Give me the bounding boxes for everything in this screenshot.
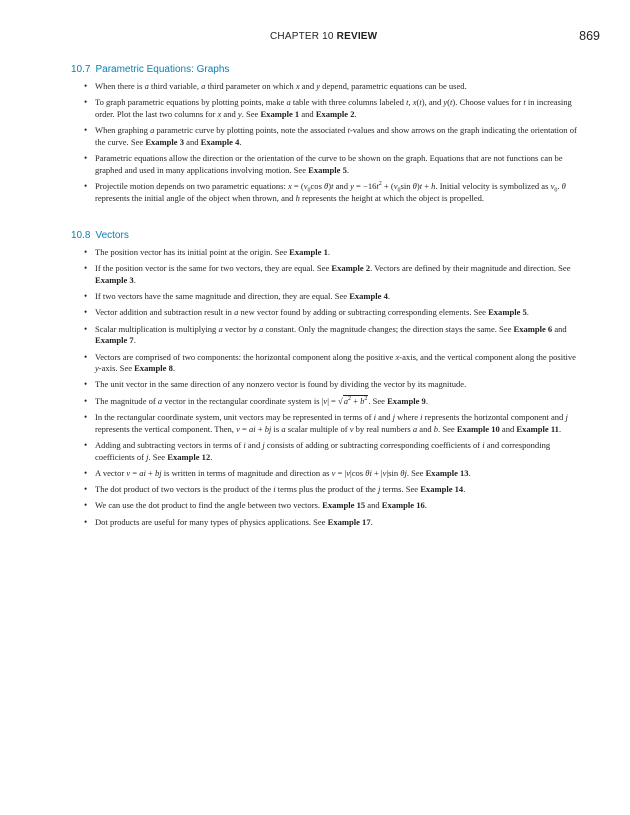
section-title: Parametric Equations: Graphs (95, 64, 230, 75)
bullet-item: • Vector addition and subtraction result in a new vector found by adding or subtracting corresponding elements. See Example 5. (71, 307, 581, 319)
section-10-8 (71, 229, 581, 533)
bullet-item: • When there is a third variable, a third parameter on which x and y depend, parametric equations can be used. (71, 81, 581, 93)
section-title: Vectors (95, 230, 129, 241)
page-header (0, 29, 630, 47)
page-number: 869 (579, 29, 600, 43)
bullet-item: • If two vectors have the same magnitude and direction, they are equal. See Example 4. (71, 291, 581, 303)
bullet-item: • If the position vector is the same for two vectors, they are equal. See Example 2. Vectors are defined by their magnitude and direction. See Example 3. (71, 263, 581, 286)
bullet-item: • The dot product of two vectors is the product of the i terms plus the product of the j terms. See Example 14. (71, 484, 581, 496)
bullet-item: • The unit vector in the same direction of any nonzero vector is found by dividing the vector by its magnitude. (71, 379, 581, 391)
section-10-7 (71, 63, 581, 209)
bullet-list (71, 81, 581, 204)
bullet-item: • Parametric equations allow the direction or the orientation of the curve to be shown on the graph. Equations that are not functions can be graphed and used in many applications involving motion. See Example 5. (71, 153, 581, 176)
bullet-item: • The position vector has its initial point at the origin. See Example 1. (71, 247, 581, 259)
bullet-item: • To graph parametric equations by plotting points, make a table with three columns labeled t, x(t), and y(t). Choose values for t in increasing order. Plot the last two columns for x and y. See Example 1 and Example 2. (71, 97, 581, 120)
bullet-item: • Dot products are useful for many types of physics applications. See Example 17. (71, 517, 581, 529)
bullet-item: • A vector v = ai + bj is written in terms of magnitude and direction as v = |v|cos θi + |v|sin θj. See Example 13. (71, 468, 581, 480)
bullet-item: • Vectors are comprised of two components: the horizontal component along the positive x-axis, and the vertical component along the positive y-axis. See Example 8. (71, 352, 581, 375)
bullet-item: • We can use the dot product to find the angle between two vectors. Example 15 and Example 16. (71, 500, 581, 512)
bullet-item: • Projectile motion depends on two parametric equations: $x = (v_0\cos$ θ)t and $y = -16t^2 + (v_0\sin$ θ)t + h. Initial velocity is symbolized as $v_0$. θ represents the initial angle of the object when thrown, and h represents the height at which the object is propelled. (71, 181, 581, 204)
bullet-item: • The magnitude of a vector in the rectangular coordinate system is $|v| = √a^2 + b^2$. See Example 9. (71, 396, 581, 408)
section-heading (71, 229, 581, 242)
bullet-item: • In the rectangular coordinate system, unit vectors may be represented in terms of i and j where i represents the horizontal component and j represents the vertical component. Then, v = ai + bj is a scalar multiple of v by real numbers a and b. See Example 10 and Example 11. (71, 412, 581, 435)
bullet-list (71, 247, 581, 528)
running-head (270, 31, 377, 42)
bullet-item: • When graphing a parametric curve by plotting points, note the associated t-values and show arrows on the graph indicating the orientation of the curve. See Example 3 and Example 4. (71, 125, 581, 148)
section-number: 10.7 (71, 64, 91, 75)
section-heading (71, 63, 581, 76)
chapter-label: CHAPTER 10 (270, 31, 334, 42)
chapter-title: REVIEW (336, 31, 378, 42)
bullet-item: • Scalar multiplication is multiplying a vector by a constant. Only the magnitude changes; the direction stays the same. See Example 6 and Example 7. (71, 324, 581, 347)
section-number: 10.8 (71, 230, 91, 241)
bullet-item: • Adding and subtracting vectors in terms of i and j consists of adding or subtracting corresponding coefficients of i and corresponding coefficients of j. See Example 12. (71, 440, 581, 463)
